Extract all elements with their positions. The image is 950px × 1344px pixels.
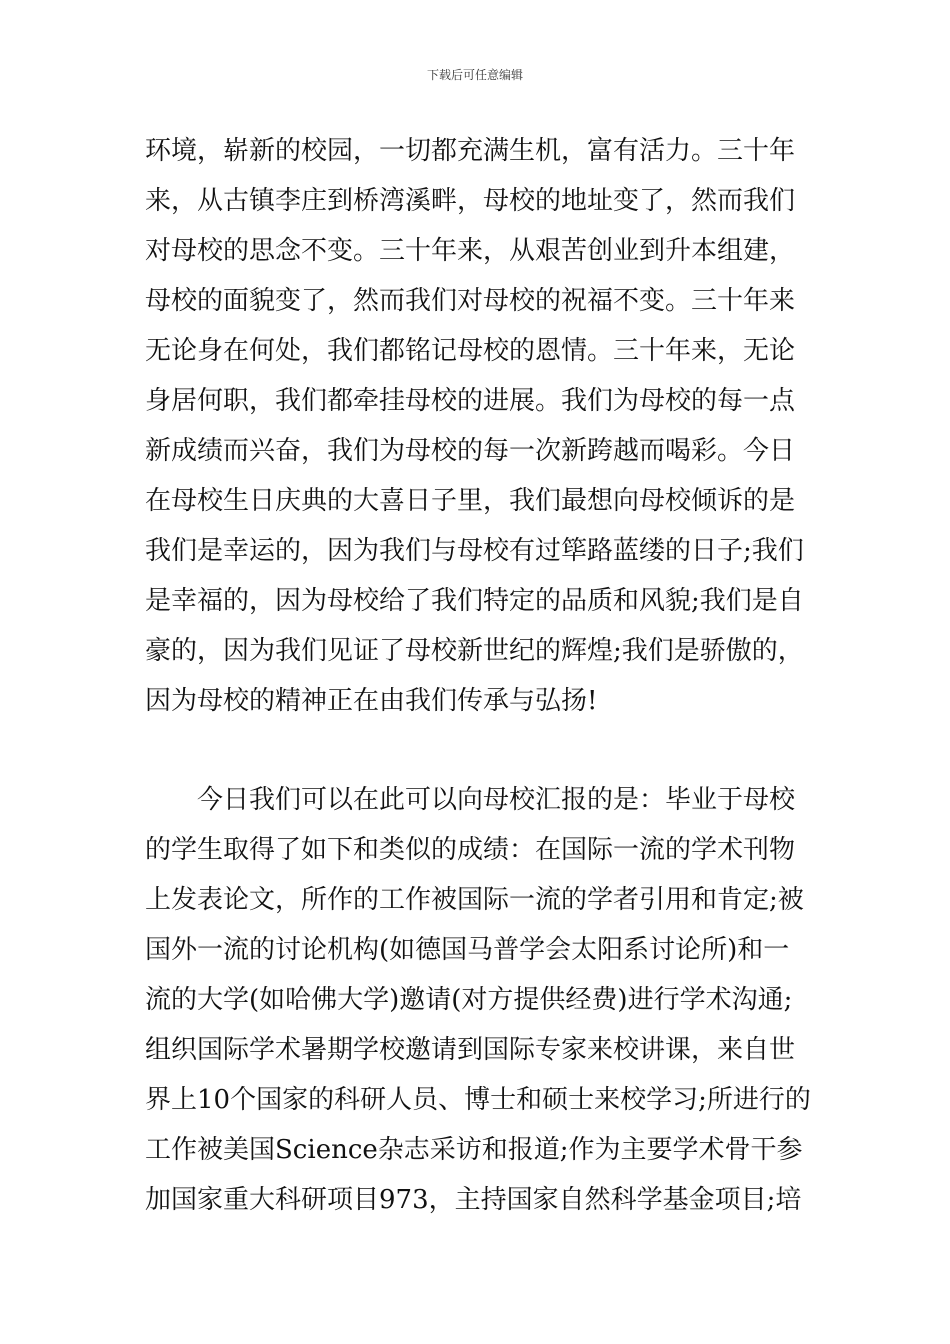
text-line: 新成绩而兴奋，我们为母校的每一次新跨越而喝彩。今日 <box>145 436 796 466</box>
text-line: 加国家重大科研项目973，主持国家自然科学基金项目;培 <box>145 1185 802 1215</box>
text-line: 工作被美国Science杂志采访和报道;作为主要学术骨干参 <box>145 1135 803 1165</box>
text-line: 我们是幸运的，因为我们与母校有过筚路蓝缕的日子;我们 <box>145 536 804 566</box>
paragraph-1 <box>145 126 810 726</box>
text-line: 组织国际学术暑期学校邀请到国际专家来校讲课，来自世 <box>145 1035 796 1065</box>
text-line: 豪的，因为我们见证了母校新世纪的辉煌;我们是骄傲的， <box>145 636 804 666</box>
text-line: 国外一流的讨论机构(如德国马普学会太阳系讨论所)和一 <box>145 935 790 965</box>
text-line: 对母校的思念不变。三十年来，从艰苦创业到升本组建， <box>145 236 796 266</box>
text-line: 来，从古镇李庄到桥湾溪畔，母校的地址变了，然而我们 <box>145 186 796 216</box>
text-line: 上发表论文，所作的工作被国际一流的学者引用和肯定;被 <box>145 885 804 915</box>
text-line: 在母校生日庆典的大喜日子里，我们最想向母校倾诉的是 <box>145 486 796 516</box>
header-note: 下载后可任意编辑 <box>426 68 523 82</box>
text-line: 界上10个国家的科研人员、博士和硕士来校学习;所进行的 <box>145 1085 811 1115</box>
text-line: 身居何职，我们都牵挂母校的进展。我们为母校的每一点 <box>145 386 796 416</box>
paragraph-2 <box>145 775 810 1225</box>
text-line: 母校的面貌变了，然而我们对母校的祝福不变。三十年来 <box>145 286 796 316</box>
text-line: 是幸福的，因为母校给了我们特定的品质和风貌;我们是自 <box>145 586 804 616</box>
text-line: 今日我们可以在此可以向母校汇报的是：毕业于母校 <box>145 785 796 815</box>
text-line: 环境，崭新的校园，一切都充满生机，富有活力。三十年 <box>145 136 796 166</box>
text-line: 的学生取得了如下和类似的成绩：在国际一流的学术刊物 <box>145 835 796 865</box>
text-line: 因为母校的精神正在由我们传承与弘扬! <box>145 686 598 716</box>
text-line: 无论身在何处，我们都铭记母校的恩情。三十年来，无论 <box>145 336 796 366</box>
text-line: 流的大学(如哈佛大学)邀请(对方提供经费)进行学术沟通; <box>145 985 793 1015</box>
